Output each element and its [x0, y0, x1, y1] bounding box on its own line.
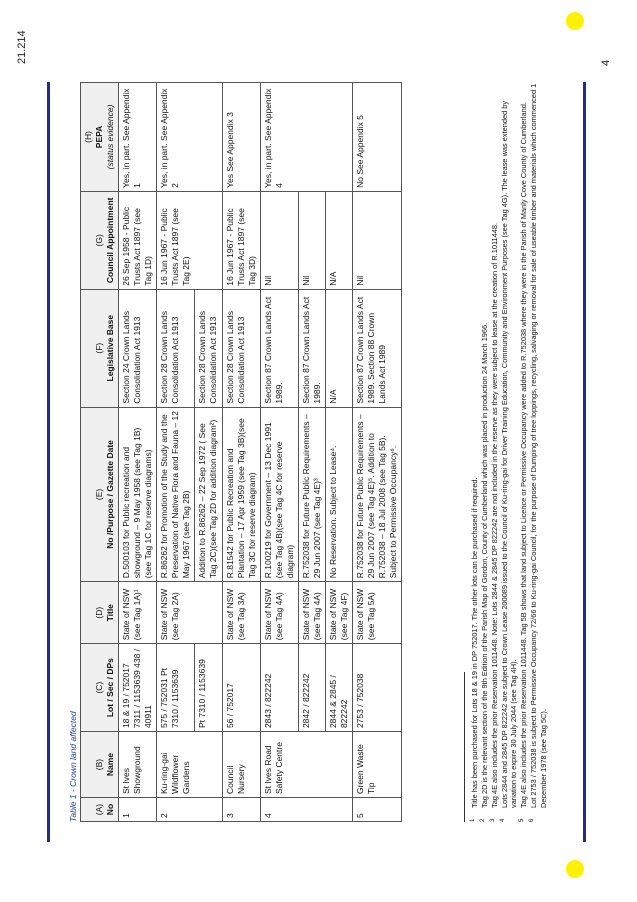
- header-row: [81, 83, 119, 822]
- cell-council: Nil: [352, 191, 401, 289]
- yellow-dot-right: [566, 12, 584, 30]
- cell-lots: Pt 7310 / 1153639: [195, 644, 222, 732]
- cell-name: Ku-ring-gai Wildflower Gardens: [157, 732, 222, 798]
- crown-land-table: [80, 82, 402, 822]
- cell-purpose: R.81542 for Public Recreation and Plantation – 17 Apr 1959 (see Tag 3B)(see Tag 3C for reserve diagram): [222, 407, 260, 582]
- table-row: [325, 83, 352, 822]
- cell-pepa: Yes, in part. See Appendix 1: [119, 83, 157, 192]
- footnote: 4 Lots 2844 and 2845 DP 822242 are subject to Crown Lease 200089 issued to the Council of Ku-ring-gai for Driver Training Education, Community and Environment Purposes (see Tag 4G). The lease was extended by variation to expire 30 July 2044 (see Tag 4H).: [499, 100, 519, 822]
- cell-name: Green Waste Tip: [352, 732, 401, 798]
- cell-lots: 2843 / 822242: [260, 644, 298, 732]
- cell-title: State of NSW (see Tag 3A): [222, 582, 260, 644]
- cell-purpose: Addition to R.86262 – 22 Sep 1972 ( See Tag 2C)(see Tag 2D for addition diagram²): [195, 407, 222, 582]
- footnote: 3 Tag 4E also includes the prior Reservation 1011448. Note: Lots 2844 & 2845 DP 822242 are not included in the reserve as they were subject to lease at the creation of R.1011448.: [489, 222, 499, 822]
- cell-council: Nil: [298, 191, 325, 289]
- cell-council: 16 Jun 1967 - Public Trusts Act 1897 (see Tag 2E): [157, 191, 222, 289]
- cell-pepa: Yes, in part. See Appendix 4: [260, 83, 352, 192]
- table-row: [222, 83, 260, 822]
- document-id: 21.214: [16, 30, 28, 64]
- cell-lots: 56 / 752017: [222, 644, 260, 732]
- table-caption: Table 1 - Crown land affected: [68, 711, 78, 822]
- cell-no: 5: [352, 798, 401, 822]
- cell-lots: 575 / 752031 Pt 7310 / 1153639: [157, 644, 195, 732]
- table-row: [298, 83, 325, 822]
- cell-lots: 2844 & 2845 / 822242: [325, 644, 352, 732]
- cell-lots: 2753 / 752038: [352, 644, 401, 732]
- footnote: 5 Tag 4E also includes the prior Reservation 1011448. Tag 5B shows that land subject to Licence or Permissive Occupancy were added to R.752038 where they were in the Parish of Manly Cove County of Cumberland.: [519, 102, 529, 822]
- top-rule: [47, 82, 50, 842]
- cell-title: State of NSW (see Tag 2A): [157, 582, 222, 644]
- table-row: [352, 83, 401, 822]
- cell-legislative: Section 87 Crown Lands Act 1989.: [298, 289, 325, 407]
- cell-name: St Ives Showground: [119, 732, 157, 798]
- cell-legislative: Section 24 Crown Lands Consolidation Act 1913: [119, 289, 157, 407]
- table-row: [157, 83, 195, 822]
- cell-pepa: Yes, in part. See Appendix 2: [157, 83, 222, 192]
- cell-no: 2: [157, 798, 222, 822]
- col-header-council: (G) Council Appointment: [81, 191, 119, 289]
- col-header-title: (D) Title: [81, 582, 119, 644]
- cell-title: State of NSW (see Tag 4F): [325, 582, 352, 644]
- yellow-dot-left: [566, 860, 584, 878]
- table-row: [119, 83, 157, 822]
- cell-purpose: D.500103 for Public recreation and showground – 9 May 1958 (see Tag 1B) (see Tag 1C for reserve diagrams): [119, 407, 157, 582]
- col-header-name: (B) Name: [81, 732, 119, 798]
- col-header-lots: (C) Lot / Sec / DPs: [81, 644, 119, 732]
- page-number: 4: [600, 59, 612, 66]
- cell-pepa: Yes See Appendix 3: [222, 83, 260, 192]
- cell-purpose: R.752038 for Future Public Requirements – 29 Jun 2007 (see Tag 4E)⁵. Addition to R.752038 – 18 Jul 2008 (see Tag 5B). Subject to Permissive Occupancy⁶.: [352, 407, 401, 582]
- cell-legislative: Section 87 Crown Lands Act 1989. Section 88 Crown Lands Act 1989: [352, 289, 401, 407]
- col-header-no: (A) No: [81, 798, 119, 822]
- cell-name: St Ives Road Safety Centre: [260, 732, 352, 798]
- cell-name: Council Nursery: [222, 732, 260, 798]
- cell-council: 16 Jun 1967 - Public Trusts Act 1897 (see Tag 3D): [222, 191, 260, 289]
- cell-council: 26 Sep 1958 - Public Trusts Act 1897 (see Tag 1D): [119, 191, 157, 289]
- cell-purpose: R.86262 for Promotion of the Study and the Preservation of Native Flora and Fauna – 12 May 1967 (see Tag 2B): [157, 407, 195, 582]
- cell-lots: 18 & 19 / 752017 7311 / 1153639 438 / 40911: [119, 644, 157, 732]
- footnote: 2 Tag 2D is the relevant section of the 9th Edition of the Parish Map of Gordon, County of Cumberland which was placed in production 24 March 1966.: [479, 322, 489, 822]
- table-row: [260, 83, 298, 822]
- footnote: 1 Title has been purchased for Lots 18 & 19 in DP 752017. The other lots can be purchased if required.: [470, 477, 479, 822]
- cell-title: State of NSW (see Tag 5A): [352, 582, 401, 644]
- cell-purpose: R.752038 for Future Public Requirements – 29 Jun 2007 (see Tag 4E)³: [298, 407, 325, 582]
- cell-legislative: Section 87 Crown Lands Act 1989.: [260, 289, 298, 407]
- footnote-separator: [464, 672, 465, 822]
- cell-purpose: No Reservation. Subject to Lease⁴.: [325, 407, 352, 582]
- cell-legislative: Section 28 Crown Lands Consolidation Act 1913: [222, 289, 260, 407]
- cell-no: 3: [222, 798, 260, 822]
- footnotes: [470, 77, 549, 822]
- cell-legislative: N/A: [325, 289, 352, 407]
- cell-legislative: Section 28 Crown Lands Consolidation Act 1913: [157, 289, 195, 407]
- cell-council: N/A: [325, 191, 352, 289]
- bottom-rule: [583, 82, 586, 842]
- cell-pepa: No See Appendix 5: [352, 83, 401, 192]
- cell-title: State of NSW (see Tag 4A): [298, 582, 325, 644]
- footnote: 6 Lot 2753 / 752038 is subject to Permissive Occupancy 72/66 to Ku-ring-gai Council, for the purpose of Dumping of tree loppings, recycling, salvaging or removal for sale of useable timber and materials which commenced 1 December 1978 (see Tag 5C).: [529, 83, 548, 822]
- cell-council: Nil: [260, 191, 298, 289]
- cell-legislative: Section 28 Crown Lands Consolidation Act 1913: [195, 289, 222, 407]
- cell-lots: 2842 / 822242: [298, 644, 325, 732]
- col-header-purpose: (E) No /Purpose / Gazette Date: [81, 407, 119, 582]
- cell-title: State of NSW (see Tag 1A)¹: [119, 582, 157, 644]
- cell-no: 4: [260, 798, 352, 822]
- col-header-pepa: (H) PEPA (status evidence): [81, 83, 119, 192]
- col-header-legislative: (F) Legislative Base: [81, 289, 119, 407]
- cell-title: State of NSW (see Tag 4A): [260, 582, 298, 644]
- cell-purpose: R.100219 for Government – 13 Dec 1991 (see Tag 4B)(see Tag 4C for reserve diagram): [260, 407, 298, 582]
- cell-no: 1: [119, 798, 157, 822]
